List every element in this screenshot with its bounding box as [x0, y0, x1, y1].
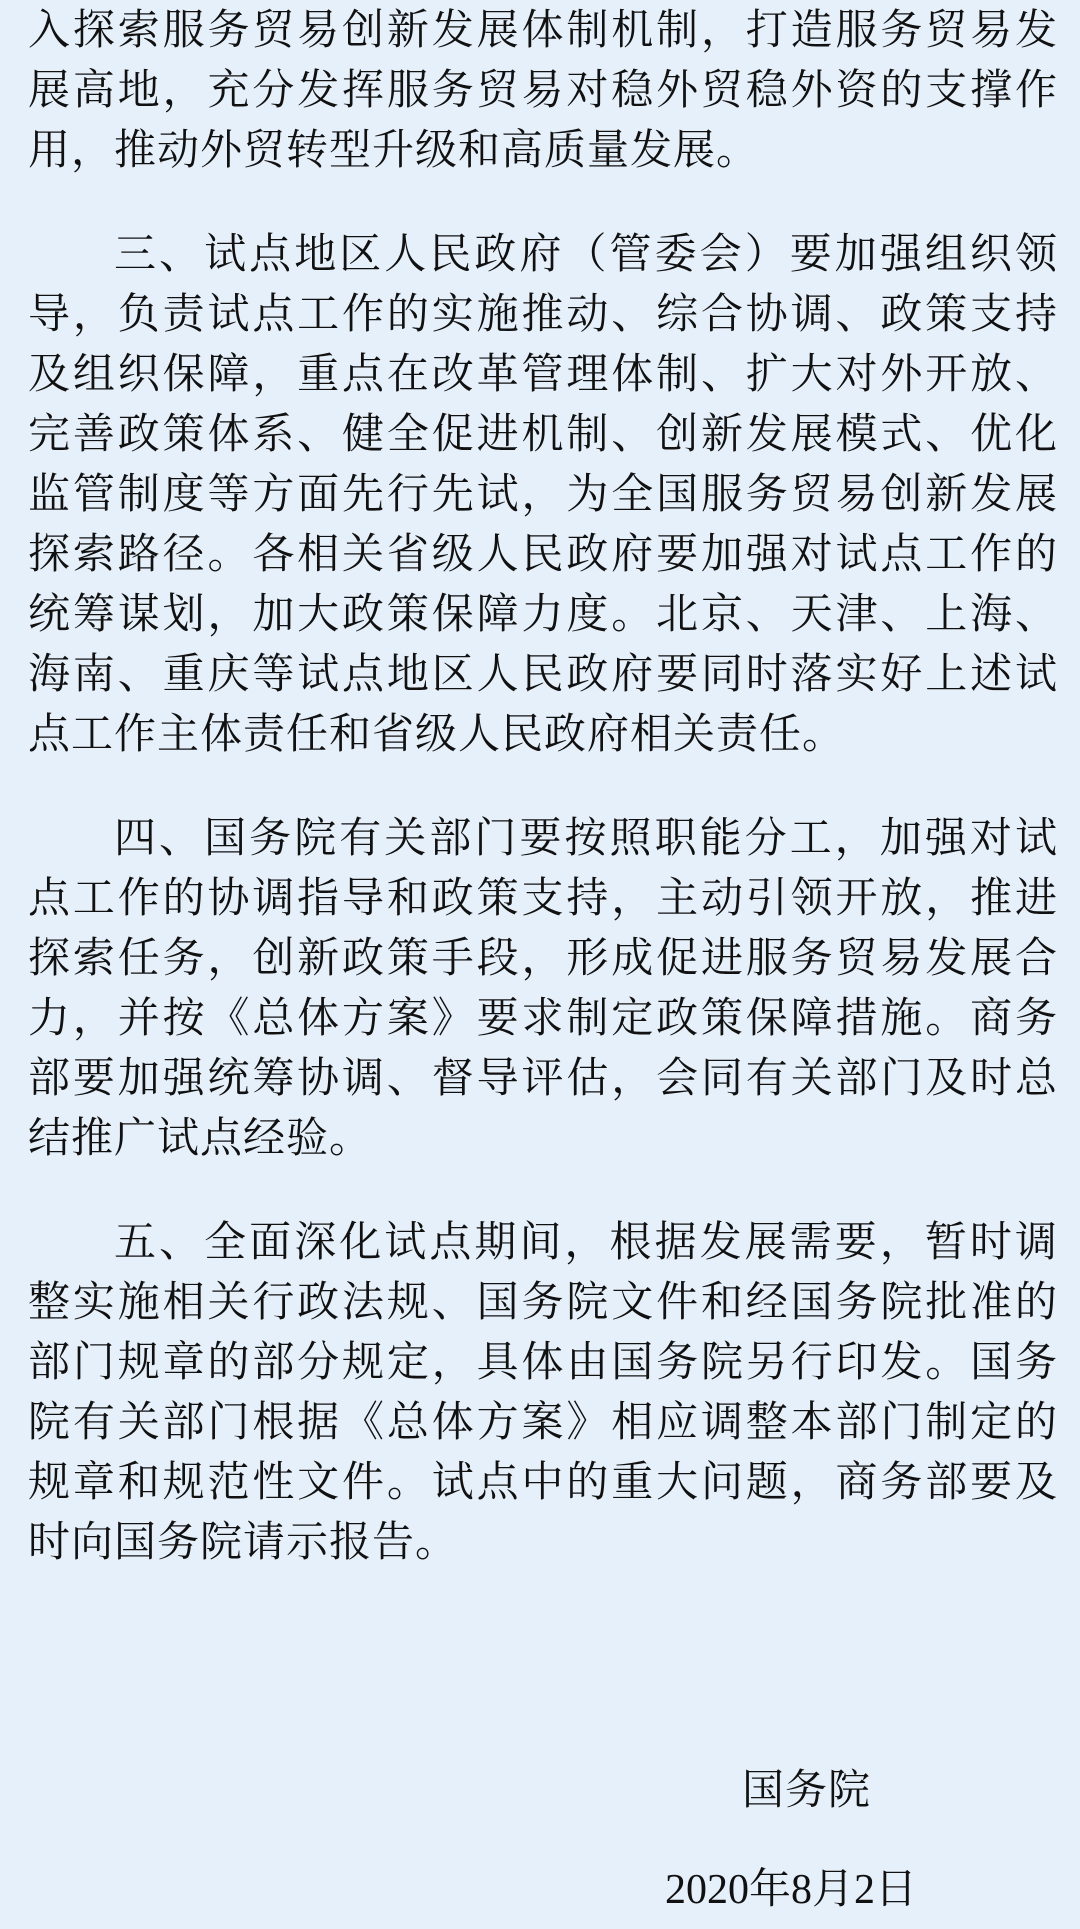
- issuer-name: 国务院: [742, 1765, 872, 1814]
- paragraph-section-five: 五、全面深化试点期间，根据发展需要，暂时调整实施相关行政法规、国务院文件和经国务院批准的部门规章的部分规定，具体由国务院另行印发。国务院有关部门根据《总体方案》相应调整本部门制定的规章和规范性文件。试点中的重大问题，商务部要及时向国务院请示报告。: [28, 1217, 1058, 1566]
- issue-date: 2020年8月2日: [665, 1867, 918, 1913]
- paragraph-section-three: 三、试点地区人民政府（管委会）要加强组织领导，负责试点工作的实施推动、综合协调、政策支持及组织保障，重点在改革管理体制、扩大对外开放、完善政策体系、健全促进机制、创新发展模式、优化监管制度等方面先行先试，为全国服务贸易创新发展探索路径。各相关省级人民政府要加强对试点工作的统筹谋划，加大政策保障力度。北京、天津、上海、海南、重庆等试点地区人民政府要同时落实好上述试点工作主体责任和省级人民政府相关责任。: [28, 229, 1058, 758]
- paragraph-continuation: 入探索服务贸易创新发展体制机制，打造服务贸易发展高地，充分发挥服务贸易对稳外贸稳外资的支撑作用，推动外贸转型升级和高质量发展。: [28, 5, 1058, 174]
- document-body: [28, 0, 1058, 1616]
- paragraph-section-four: 四、国务院有关部门要按照职能分工，加强对试点工作的协调指导和政策支持，主动引领开放，推进探索任务，创新政策手段，形成促进服务贸易发展合力，并按《总体方案》要求制定政策保障措施。商务部要加强统筹协调、督导评估，会同有关部门及时总结推广试点经验。: [28, 813, 1058, 1162]
